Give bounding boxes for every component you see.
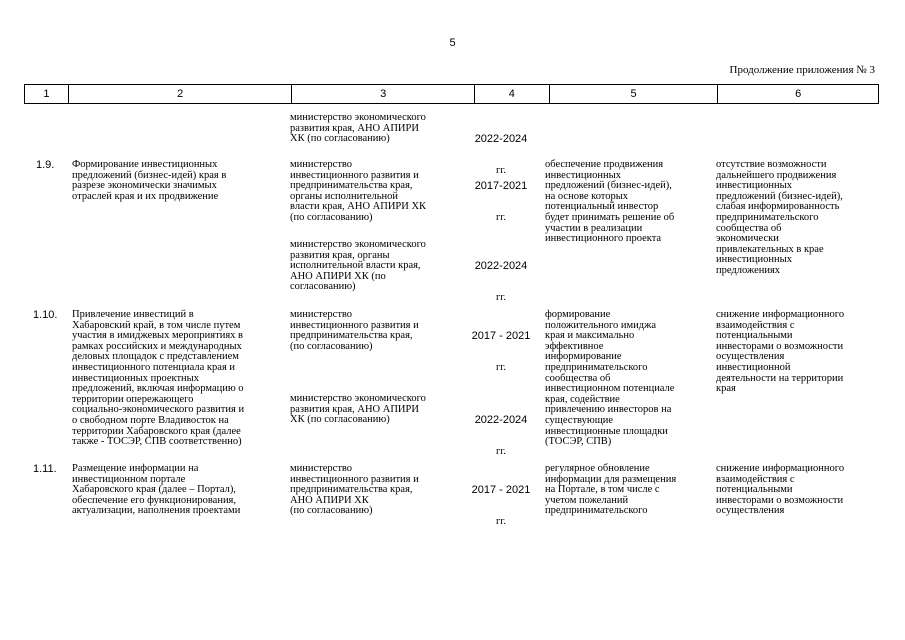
- header-col-6: 6: [795, 88, 802, 100]
- row-years: [471, 310, 531, 385]
- row-executor-2: министерство экономического развития края, АНО АПИРИ ХК (по согласованию): [290, 393, 426, 426]
- row-executor: министерство инвестиционного развития и предпринимательства края, органы исполнительной власти края, АНО АПИРИ ХК (по согласованию): [290, 159, 427, 223]
- row-measure: Формирование инвестиционных предложений (бизнес-идей) края в разрезе экономически значимых отраслей края и их продвижение: [72, 159, 227, 202]
- continuation-caption: Продолжение приложения № 3: [729, 64, 875, 76]
- row-executor: министерство экономического развития края, АНО АПИРИ ХК (по согласованию): [290, 112, 426, 145]
- years-suffix: гг.: [495, 362, 507, 374]
- row-years-2: [471, 394, 531, 469]
- row-risk: снижение информационного взаимодействия с потенциальными инвесторами о возможности осуществления: [716, 463, 845, 517]
- years-value: 2017-2021: [474, 180, 528, 193]
- row-result: обеспечение продвижения инвестиционных предложений (бизнес-идей), на основе которых потенциальный инвестор будет принимать решение об участии в реализации инвестиционного проекта: [545, 159, 675, 245]
- header-col-4: 4: [475, 85, 550, 103]
- years-suffix: гг.: [495, 165, 507, 177]
- years-suffix: гг.: [495, 212, 507, 224]
- table-header: [24, 84, 879, 104]
- row-executor: министерство инвестиционного развития и предпринимательства края, АНО АПИРИ ХК (по согласованию): [290, 463, 419, 517]
- years-suffix: гг.: [495, 516, 507, 528]
- row-result: регулярное обновление информации для размещения на Портале, в том числе с учетом пожеланий предпринимательского: [545, 463, 677, 517]
- header-col-1: 1: [25, 85, 69, 103]
- years-suffix: гг.: [495, 292, 507, 304]
- row-measure: Размещение информации на инвестиционном портале Хабаровского края (далее – Портал), обеспечение его функционирования, актуализации, наполнения проектами: [72, 463, 241, 517]
- header-col-2: 2: [69, 85, 292, 103]
- years-value: 2017 - 2021: [471, 484, 531, 497]
- years-value: 2022-2024: [474, 133, 528, 146]
- years-value: 2017 - 2021: [471, 330, 531, 343]
- row-measure: Привлечение инвестиций в Хабаровский край, в том числе путем участия в имиджевых мероприятиях в рамках российских и международных деловых площадок с представлением инвестиционного потенциала края и инвестиционных проектных предложений, включая информацию о территории опережающего социально-экономического развития и о свободном порте Владивосток на территории Хабаровского края (далее также - ТОСЭР, СПВ соответственно): [72, 309, 245, 448]
- row-number: 1.11.: [33, 463, 57, 475]
- row-executor: министерство инвестиционного развития и предпринимательства края, (по согласованию): [290, 309, 419, 352]
- row-executor-2: министерство экономического развития края, органы исполнительной власти края, АНО АПИРИ ХК (по согласованию): [290, 239, 426, 293]
- years-value: 2022-2024: [474, 260, 528, 273]
- header-col-3: 3: [292, 85, 475, 103]
- years-suffix: гг.: [495, 446, 507, 458]
- row-number: 1.10.: [33, 309, 58, 321]
- row-years: [471, 464, 531, 539]
- row-risk: отсутствие возможности дальнейшего продвижения инвестиционных предложений (бизнес-идей), слабая информированность предпринимательского сообщества об экономически привлекательных в крае инвестиционных предложениях: [716, 159, 843, 276]
- years-value: 2022-2024: [474, 414, 528, 427]
- header-col-5: 5: [550, 85, 719, 103]
- row-risk: снижение информационного взаимодействия с потенциальными инвесторами о возможности осуществления инвестиционной деятельности на территории края: [716, 309, 845, 395]
- row-years-2: [471, 240, 531, 315]
- row-result: формирование положительного имиджа края и максимально эффективное информирование предпринимательского сообщества об инвестиционном потенциале края, содействие привлечению инвесторов на существующие инвестиционные площадки (ТОСЭР, СПВ): [545, 309, 675, 448]
- page-number: 5: [449, 37, 456, 49]
- row-years: [471, 160, 531, 235]
- row-number: 1.9.: [36, 159, 55, 171]
